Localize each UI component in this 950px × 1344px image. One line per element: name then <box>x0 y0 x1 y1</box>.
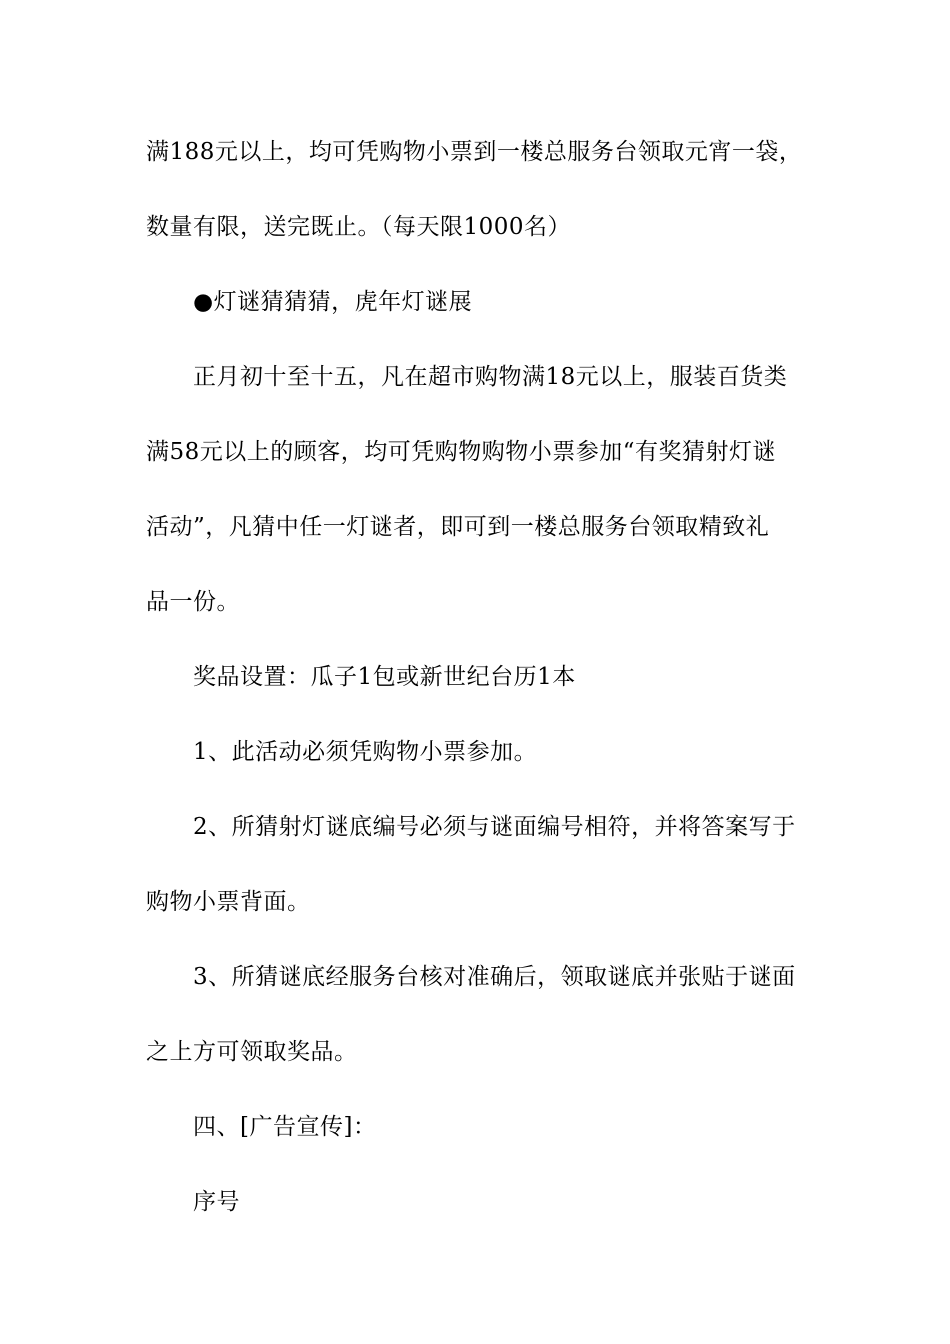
paragraph-line-riddle-participation: 满58元以上的顾客，均可凭购物购物小票参加“有奖猜射灯谜 <box>146 439 777 465</box>
paragraph-line-riddle-prize: 活动”，凡猜中任一灯谜者，即可到一楼总服务台领取精致礼 <box>146 514 770 540</box>
rule-item-3-continued: 之上方可领取奖品。 <box>146 1039 358 1065</box>
prize-settings-line: 奖品设置：瓜子1包或新世纪台历1本 <box>193 664 576 690</box>
rule-item-2-continued: 购物小票背面。 <box>146 889 311 915</box>
section-heading-lantern-riddles: ●灯谜猜猜猜，虎年灯谜展 <box>193 289 473 315</box>
paragraph-line-riddle-prize-end: 品一份。 <box>146 589 240 615</box>
table-header-serial-number: 序号 <box>193 1189 240 1215</box>
paragraph-line-yuanxiao-offer: 满188元以上，均可凭购物小票到一楼总服务台领取元宵一袋， <box>146 139 803 165</box>
section-heading-advertising: 四、[广告宣传]： <box>193 1114 377 1140</box>
paragraph-line-riddle-dates: 正月初十至十五，凡在超市购物满18元以上，服装百货类 <box>193 364 788 390</box>
rule-item-1: 1、此活动必须凭购物小票参加。 <box>193 739 538 765</box>
rule-item-3: 3、所猜谜底经服务台核对准确后，领取谜底并张贴于谜面 <box>193 964 796 990</box>
paragraph-line-quantity-limit: 数量有限，送完既止。（每天限1000名） <box>146 214 572 240</box>
rule-item-2: 2、所猜射灯谜底编号必须与谜面编号相符，并将答案写于 <box>193 814 796 840</box>
